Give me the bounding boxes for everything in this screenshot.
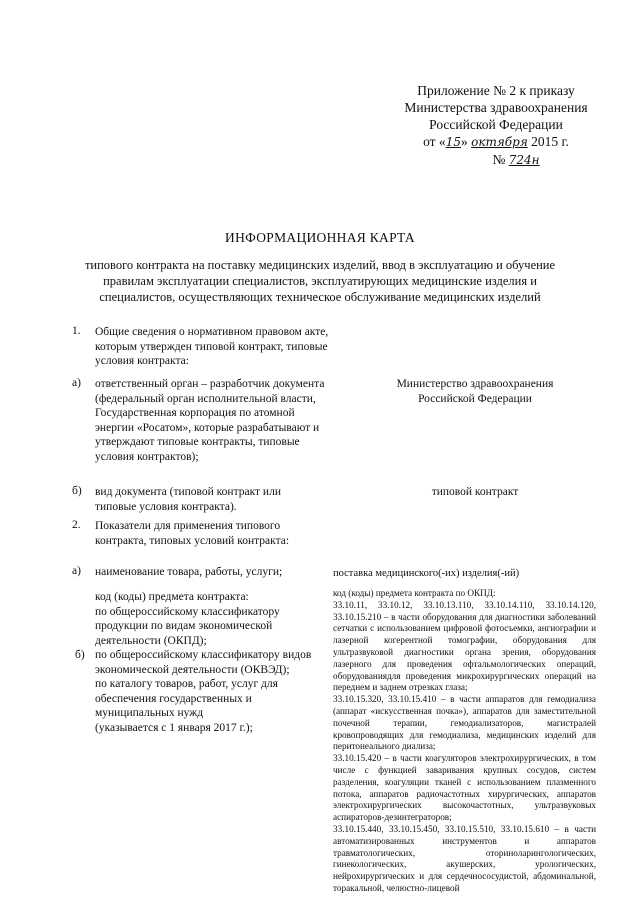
number-prefix: № [492, 152, 506, 167]
section-1b-text: вид документа (типовой контракт или типовые условия контракта). [95, 486, 281, 513]
date-suffix: 2015 г. [531, 134, 569, 149]
page-subtitle: типового контракта на поставку медицинских изделий, ввод в эксплуатацию и обучение правилам эксплуатации специалистов, эксплуатирующих медицинские изделия и специалистов, осуществляющих техническое обслуживание медицинских изделий [84, 258, 556, 304]
number-value: 724н [508, 153, 540, 167]
section-1-text: Общие сведения о нормативном правовом акте, которым утвержден типовой контракт, типовые условия контракта: [95, 326, 329, 367]
section-1a-text: ответственный орган – разработчик документа (федеральный орган исполнительной власти, Государственная корпорация по атомной энергии «Росатом», которые разрабатывают и утверждают типовые контракты, типовые условия контрактов); [95, 378, 325, 463]
date-day: 15 [445, 135, 461, 149]
section-2a-value: поставка медицинского(-их) изделия(-ий) [333, 568, 520, 579]
section-2-number: 2. [72, 519, 81, 531]
appendix-date [386, 133, 606, 151]
date-prefix: от « [423, 134, 446, 149]
appendix-block [386, 82, 606, 169]
section-2b-letter: б) [75, 649, 85, 661]
section-1b-value: типовой контракт [431, 486, 519, 498]
appendix-number [386, 151, 606, 169]
section-2b-value: код (коды) предмета контракта по ОКПД: 33.10.11, 33.10.12, 33.10.13.110, 33.10.14.110, 33.10.14.120, 33.10.15.210 – в части оборудования для диагностики заболеваний сетчатки с использованием цифровой фотосъемки, ангиографии и лазерной когерентной томографии, оборудования для ультразвуковой диагностики органа зрения, оборудования лазерного для проведения офтальмологических операций, оборудованиядля проведения микрохирургических операций на переднем и заднем отрезках глаза; 33.10.15.320, 33.10.15.410 – в части аппаратов для гемодиализа (аппарат «искусственная почка»), аппаратов для заместительной почечной терапии, гемодиализаторов, магистралей кровопроводящих для гемодиализа, медицинских изделий для перитонеального диализа; 33.10.15.420 – в части коагуляторов электрохирургических, в том числе с функцией заваривания крупных сосудов, систем разделения, коагуляции тканей с использованием плазменного потока, аппаратов радиочастотных хирургических, аппаратов электрохирургических высокочастотных, ультразвуковых аспираторов-дезинтеграторов; 33.10.15.440, 33.10.15.450, 33.10.15.510, 33.10.15.610 – в части автоматизированных инструментов и аппаратов травматологических, оториноларингологических, гинекологических, акушерских, урологических, нейрохирургических и для сердечнососудистой, абдоминальной, торакальной, челюстно-лицевой [333, 588, 596, 893]
section-1a-letter: а) [72, 377, 81, 389]
section-1b-letter: б) [72, 485, 82, 497]
appendix-line-1: Приложение № 2 к приказу [417, 83, 575, 98]
appendix-line-3: Российской Федерации [429, 117, 563, 132]
date-mid: » [460, 134, 468, 149]
section-2a-text: наименование товара, работы, услуги; [95, 566, 283, 578]
date-month: октября [471, 135, 528, 149]
section-2-text: Показатели для применения типового контракта, типовых условий контракта: [95, 520, 290, 547]
section-2b-text: код (коды) предмета контракта: по общероссийскому классификатору продукции по видам экономической деятельности (ОКПД); по общероссийскому классификатору видов экономической деятельности (ОКВЭД); по каталогу товаров, работ, услуг для обеспечения государственных и муниципальных нужд (указывается с 1 января 2017 г.); [95, 591, 312, 734]
section-1a-value: Министерство здравоохранения Российской Федерации [396, 378, 554, 405]
section-2a-letter: а) [72, 565, 81, 577]
section-1-number: 1. [72, 325, 81, 337]
page-title: ИНФОРМАЦИОННАЯ КАРТА [225, 230, 415, 245]
appendix-line-2: Министерства здравоохранения [404, 100, 588, 115]
